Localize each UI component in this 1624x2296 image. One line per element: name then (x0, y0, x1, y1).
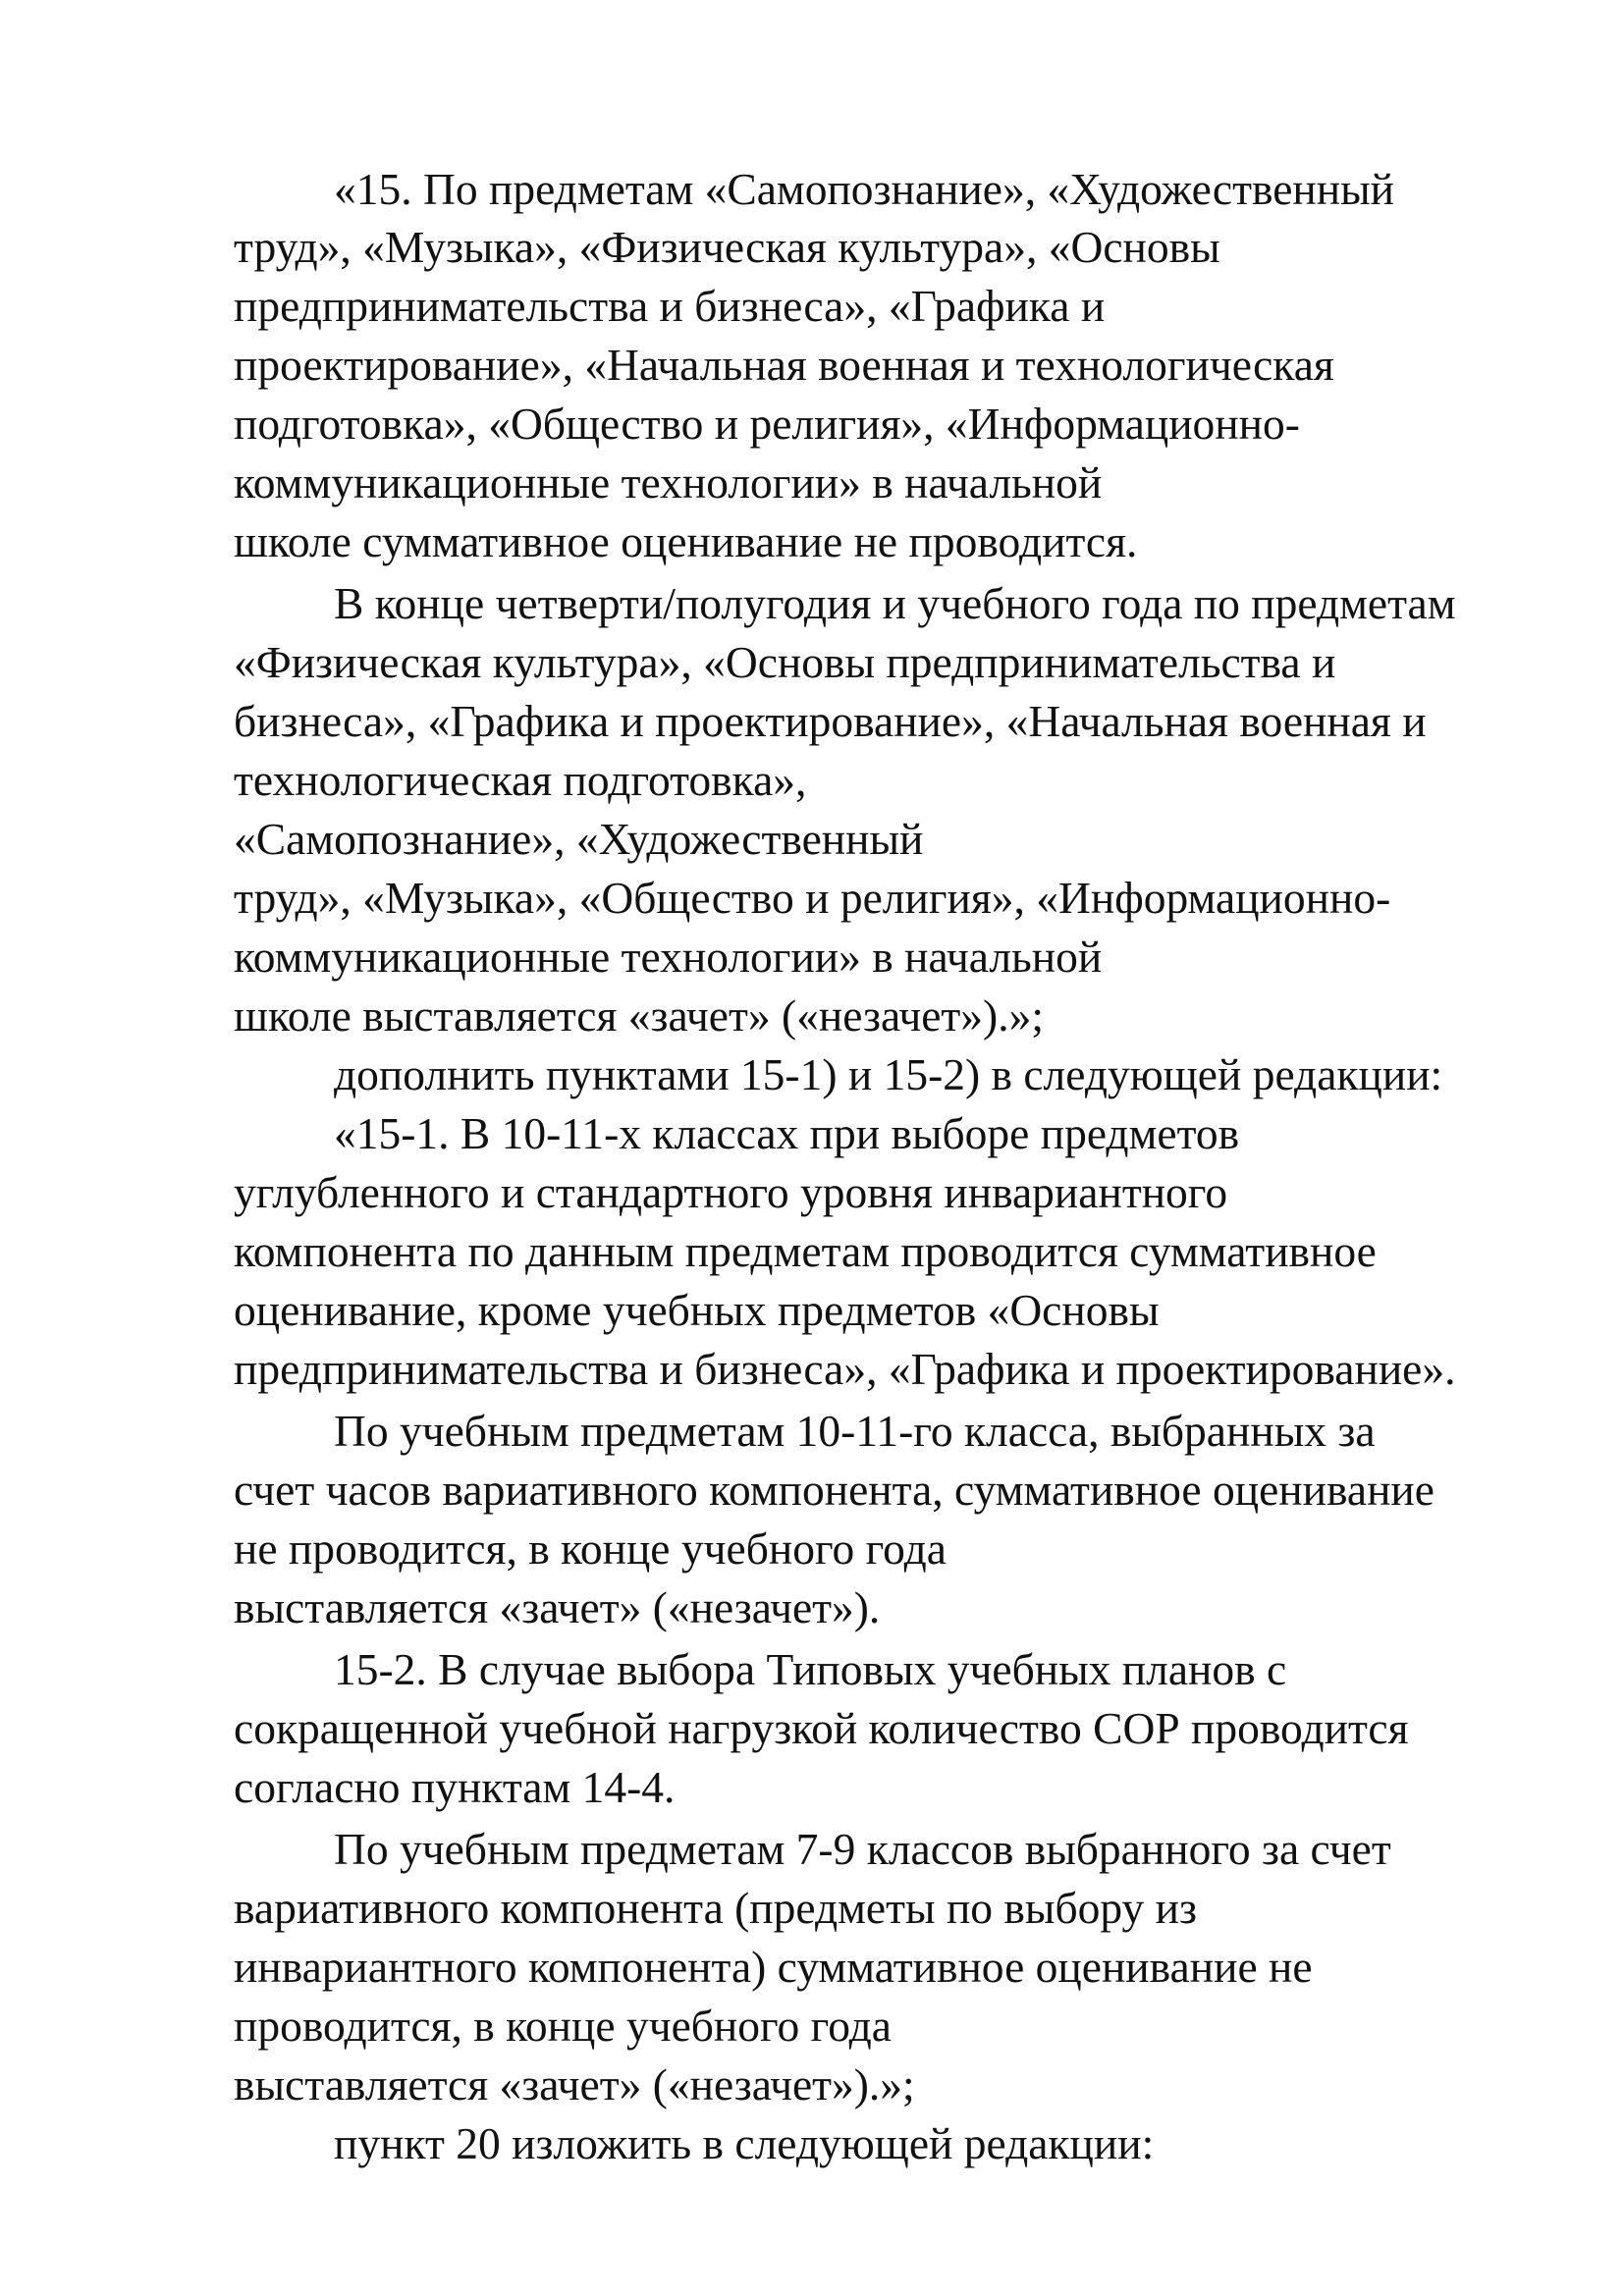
paragraph-quarter-end-line: В конце четверти/полугодия и учебного года по предметам (334, 578, 1456, 628)
paragraph-15-1-line: компонента по данным предметам проводится суммативное (234, 1226, 1377, 1276)
paragraph-15-line: труд», «Музыка», «Физическая культура», «Основы (234, 222, 1220, 272)
paragraph-quarter-end-line: труд», «Музыка», «Общество и религия», «Информационно- (234, 873, 1391, 923)
paragraph-grade-7-9-line: выставляется «зачет» («незачет»).»; (234, 2059, 915, 2109)
paragraph-15-2-line: согласно пунктам 14-4. (234, 1762, 676, 1812)
paragraph-15-line: подготовка», «Общество и религия», «Информационно- (234, 399, 1300, 449)
paragraph-grade-7-9-line: инвариантного компонента) суммативное оценивание не (234, 1942, 1313, 1992)
paragraph-15-line: школе суммативное оценивание не проводится. (234, 516, 1138, 566)
paragraph-grade-10-11-line: выставляется «зачет» («незачет»). (234, 1582, 881, 1632)
paragraph-quarter-end-line: «Самопознание», «Художественный (234, 814, 924, 864)
paragraph-15-1-line: предпринимательства и бизнеса», «Графика и проектирование». (234, 1344, 1456, 1394)
paragraph-grade-10-11-line: не проводится, в конце учебного года (234, 1523, 947, 1574)
paragraph-20-line: пункт 20 изложить в следующей редакции: (334, 2118, 1155, 2168)
paragraph-15-line: «15. По предметам «Самопознание», «Художественный (334, 164, 1395, 214)
paragraph-grade-7-9-line: проводится, в конце учебного года (234, 2001, 892, 2051)
paragraph-15-2-line: 15-2. В случае выбора Типовых учебных планов с (334, 1644, 1287, 1694)
paragraph-quarter-end-line: школе выставляется «зачет» («незачет»).»; (234, 990, 1044, 1041)
paragraph-grade-7-9-line: По учебным предметам 7-9 классов выбранного за счет (334, 1824, 1391, 1874)
paragraph-15-1-line: углубленного и стандартного уровня инвариантного (234, 1167, 1228, 1217)
paragraph-amend-line: дополнить пунктами 15-1) и 15-2) в следующей редакции: (334, 1049, 1443, 1099)
paragraph-15-line: коммуникационные технологии» в начальной (234, 457, 1103, 507)
paragraph-grade-10-11-line: По учебным предметам 10-11-го класса, выбранных за (334, 1406, 1376, 1456)
paragraph-grade-7-9-line: вариативного компонента (предметы по выбору из (234, 1883, 1197, 1933)
paragraph-15-1-line: «15-1. В 10-11-х классах при выборе предметов (334, 1108, 1240, 1158)
paragraph-quarter-end-line: «Физическая культура», «Основы предпринимательства и (234, 637, 1336, 687)
paragraph-15-2-line: сокращенной учебной нагрузкой количество СОР проводится (234, 1703, 1409, 1753)
paragraph-quarter-end-line: коммуникационные технологии» в начальной (234, 932, 1103, 982)
paragraph-15-line: проектирование», «Начальная военная и технологическая (234, 340, 1334, 390)
paragraph-grade-10-11-line: счет часов вариативного компонента, суммативное оценивание (234, 1465, 1435, 1515)
paragraph-quarter-end-line: бизнеса», «Графика и проектирование», «Начальная военная и (234, 696, 1427, 746)
paragraph-quarter-end-line: технологическая подготовка», (234, 755, 807, 805)
paragraph-15-1-line: оценивание, кроме учебных предметов «Основы (234, 1285, 1160, 1335)
paragraph-15-line: предпринимательства и бизнеса», «Графика и (234, 281, 1106, 331)
